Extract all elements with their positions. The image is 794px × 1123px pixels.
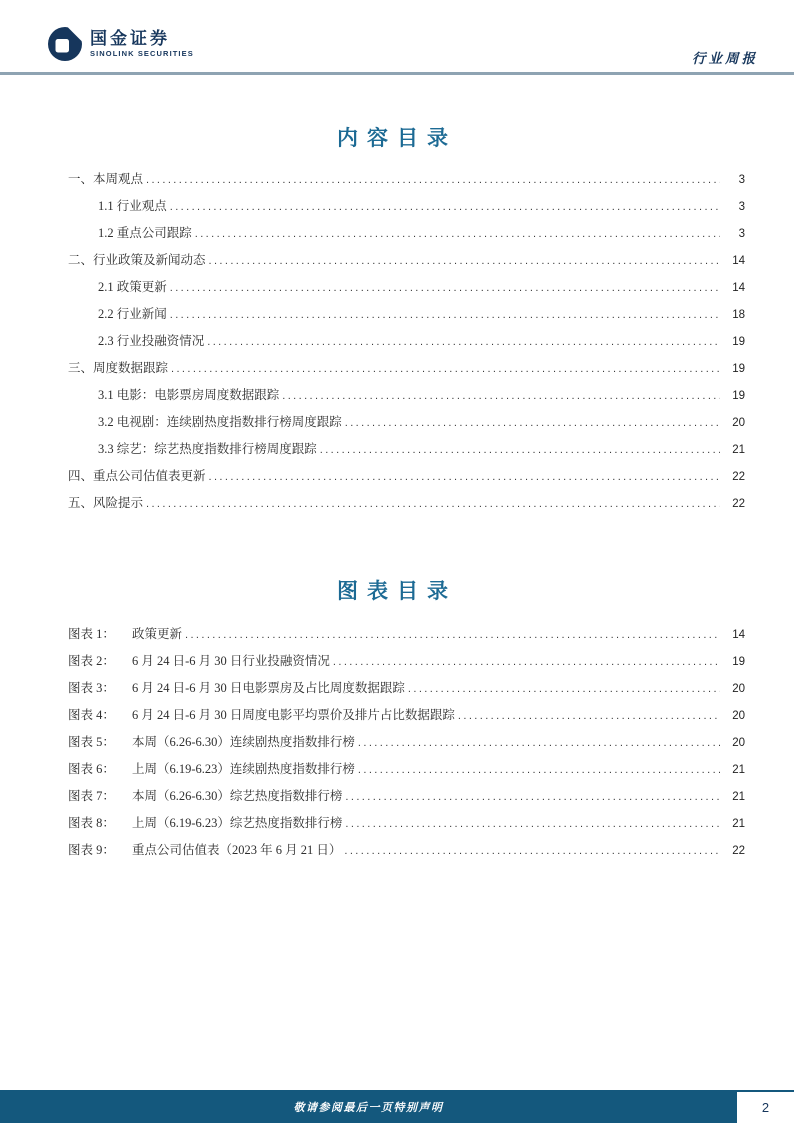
figure-entry[interactable] [68, 837, 745, 864]
toc-entry-page: 22 [732, 471, 745, 483]
figure-entry-number: 图表 9： [68, 843, 115, 857]
toc-entry[interactable] [68, 490, 745, 517]
toc-entry-label: 二、行业政策及新闻动态 [68, 253, 206, 267]
toc-entry-page: 14 [732, 255, 745, 267]
dot-leader [320, 437, 720, 464]
toc-entry[interactable] [68, 382, 745, 409]
toc-entry-page: 20 [732, 417, 745, 429]
footer-bar [0, 1090, 737, 1123]
dot-leader [333, 649, 720, 676]
figure-entry-page: 19 [732, 656, 745, 668]
figure-entry-label: 6 月 24 日-6 月 30 日行业投融资情况 [132, 654, 330, 668]
figure-entry-number: 图表 1： [68, 627, 115, 641]
dot-leader [146, 167, 720, 194]
dot-leader [185, 622, 720, 649]
footer-page-number: 2 [761, 1100, 770, 1115]
figure-entry-page: 21 [732, 764, 745, 776]
dot-leader [170, 275, 720, 302]
dot-leader [171, 356, 720, 383]
dot-leader [345, 811, 720, 838]
dot-leader [358, 730, 720, 757]
logo-text [90, 30, 194, 58]
dot-leader [209, 248, 720, 275]
figure-entry-label: 6 月 24 日-6 月 30 日电影票房及占比周度数据跟踪 [132, 681, 405, 695]
toc-entry-label: 五、风险提示 [68, 496, 144, 510]
dot-leader [146, 491, 720, 518]
figure-entry[interactable] [68, 702, 745, 729]
figure-entry-number: 图表 3： [68, 681, 115, 695]
toc-entry[interactable] [68, 166, 745, 193]
toc-list [68, 166, 745, 517]
toc-entry-label: 3.1 电影：电影票房周度数据跟踪 [98, 388, 280, 402]
toc-entry-label: 1.1 行业观点 [98, 199, 167, 213]
toc-entry-label: 1.2 重点公司跟踪 [98, 226, 192, 240]
toc-entry-page: 22 [732, 498, 745, 510]
toc-entry[interactable] [68, 301, 745, 328]
figure-entry-page: 20 [732, 737, 745, 749]
figure-entry-number: 图表 8： [68, 816, 115, 830]
toc-entry-label: 一、本周观点 [68, 172, 144, 186]
logo-cn-label: 国金证券 [90, 29, 170, 49]
dot-leader [195, 221, 720, 248]
toc-entry[interactable] [68, 274, 745, 301]
toc-entry[interactable] [68, 193, 745, 220]
figure-entry-page: 14 [732, 629, 745, 641]
figure-entry-number: 图表 6： [68, 762, 115, 776]
toc-entry-page: 19 [732, 336, 745, 348]
toc-entry[interactable] [68, 247, 745, 274]
figure-entry-page: 21 [732, 818, 745, 830]
page-footer [0, 1090, 794, 1123]
figure-entry[interactable] [68, 756, 745, 783]
toc-entry[interactable] [68, 463, 745, 490]
toc-entry-label: 3.2 电视剧：连续剧热度指数排行榜周度跟踪 [98, 415, 342, 429]
toc-entry-label: 2.3 行业投融资情况 [98, 334, 205, 348]
toc-entry-page: 3 [738, 174, 745, 186]
toc-entry-page: 18 [732, 309, 745, 321]
figure-entry-label: 上周（6.19-6.23）连续剧热度指数排行榜 [132, 762, 355, 776]
footer-page-box [737, 1090, 794, 1123]
logo-en-label: SINOLINK SECURITIES [90, 49, 194, 59]
toc-entry-page: 19 [732, 363, 745, 375]
toc-entry[interactable] [68, 328, 745, 355]
figure-entry-label: 政策更新 [132, 627, 183, 641]
sinolink-logo-icon [47, 26, 83, 62]
toc-entry-label: 3.3 综艺：综艺热度指数排行榜周度跟踪 [98, 442, 317, 456]
sinolink-logo [47, 26, 194, 62]
toc-title: 内容目录 [337, 126, 457, 150]
figure-entry[interactable] [68, 729, 745, 756]
figure-entry[interactable] [68, 621, 745, 648]
toc-entry[interactable] [68, 355, 745, 382]
figure-entry-label: 重点公司估值表（2023 年 6 月 21 日） [132, 843, 342, 857]
figure-entry-number: 图表 5： [68, 735, 115, 749]
figure-entry[interactable] [68, 810, 745, 837]
page-header [0, 0, 794, 75]
figure-entry-page: 21 [732, 791, 745, 803]
dot-leader [282, 383, 720, 410]
toc-entry[interactable] [68, 409, 745, 436]
toc-entry-page: 3 [738, 228, 745, 240]
toc-entry-page: 3 [738, 201, 745, 213]
dot-leader [344, 838, 720, 865]
dot-leader [408, 676, 720, 703]
toc-entry-page: 14 [732, 282, 745, 294]
figures-list [68, 621, 745, 864]
dot-leader [170, 302, 720, 329]
toc-entry[interactable] [68, 220, 745, 247]
toc-entry-page: 19 [732, 390, 745, 402]
figure-entry-page: 22 [732, 845, 745, 857]
figure-entry-page: 20 [732, 710, 745, 722]
toc-entry[interactable] [68, 436, 745, 463]
figure-entry-number: 图表 4： [68, 708, 115, 722]
dot-leader [358, 757, 720, 784]
doc-type-label: 行业周报 [692, 51, 758, 66]
dot-leader [345, 784, 720, 811]
figures-title: 图表目录 [337, 579, 457, 603]
toc-entry-page: 21 [732, 444, 745, 456]
figure-entry[interactable] [68, 675, 745, 702]
dot-leader [170, 194, 720, 221]
dot-leader [345, 410, 720, 437]
figure-entry[interactable] [68, 648, 745, 675]
figure-entry-number: 图表 2： [68, 654, 115, 668]
toc-entry-label: 三、周度数据跟踪 [68, 361, 169, 375]
toc-entry-label: 四、重点公司估值表更新 [68, 469, 206, 483]
figure-entry-page: 20 [732, 683, 745, 695]
figure-entry-label: 上周（6.19-6.23）综艺热度指数排行榜 [132, 816, 343, 830]
figure-entry[interactable] [68, 783, 745, 810]
figure-entry-number: 图表 7： [68, 789, 115, 803]
dot-leader [207, 329, 720, 356]
footer-disclaimer: 敬请参阅最后一页特别声明 [293, 1101, 444, 1114]
figure-entry-label: 本周（6.26-6.30）连续剧热度指数排行榜 [132, 735, 355, 749]
dot-leader [458, 703, 720, 730]
toc-entry-label: 2.1 政策更新 [98, 280, 167, 294]
figure-entry-label: 本周（6.26-6.30）综艺热度指数排行榜 [132, 789, 343, 803]
figure-entry-label: 6 月 24 日-6 月 30 日周度电影平均票价及排片占比数据跟踪 [132, 708, 455, 722]
dot-leader [209, 464, 720, 491]
toc-entry-label: 2.2 行业新闻 [98, 307, 167, 321]
